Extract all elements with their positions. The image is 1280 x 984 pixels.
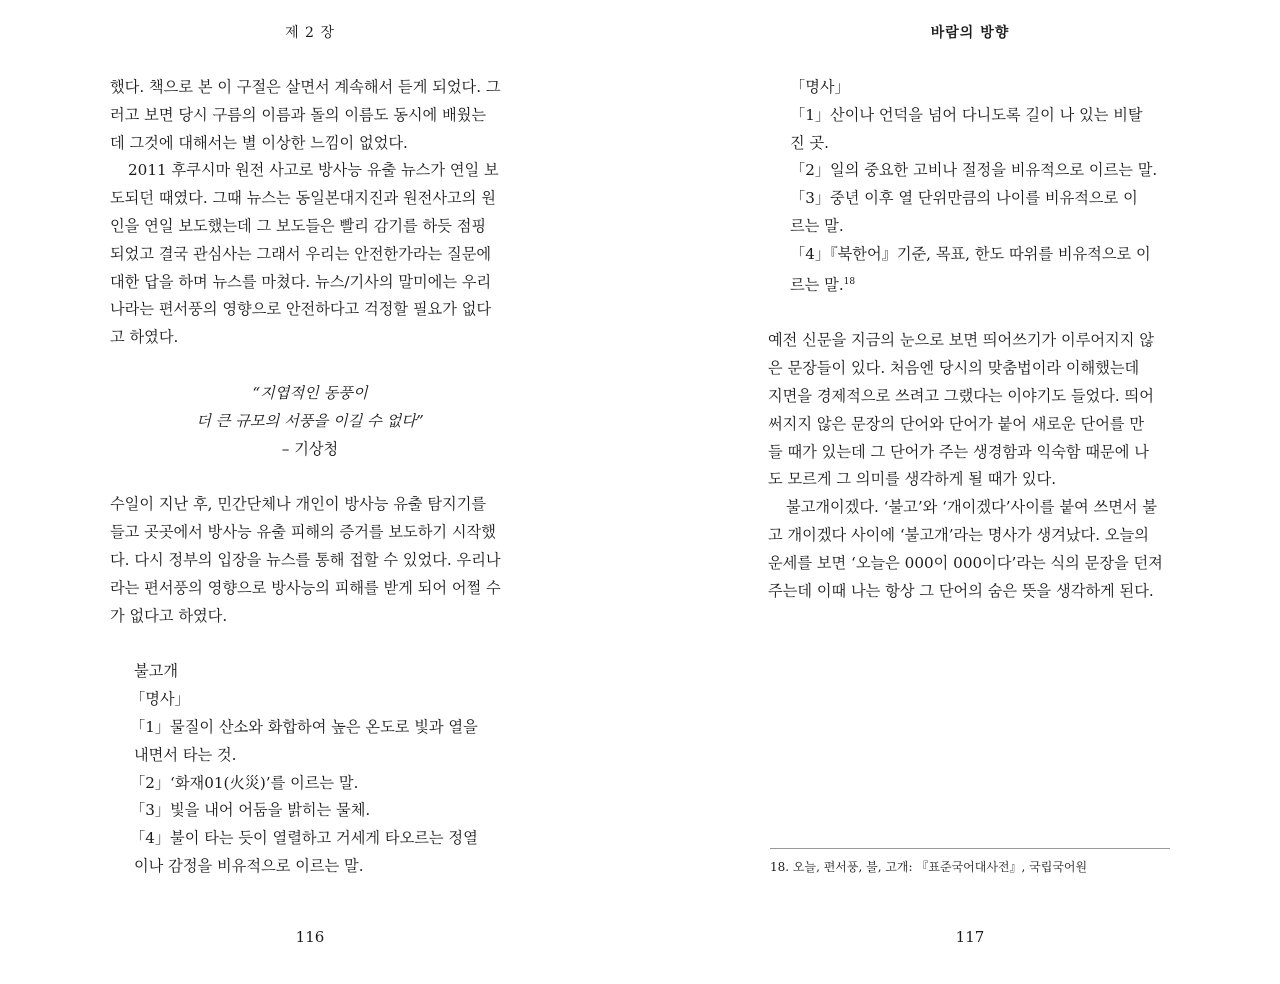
text-line: 다. 다시 정부의 입장을 뉴스를 통해 접할 수 있었다. 우리나 [110,550,501,569]
text-line: 불고개이겠다. ‘불고’와 ‘개이겠다’사이를 붙여 쓰면서 불 [786,498,1158,517]
block-quote [110,380,510,463]
text-line: 나라는 편서풍의 영향으로 안전하다고 걱정할 필요가 없다 [110,300,492,319]
dictionary-pos: 「명사」 [130,690,190,709]
definition-line: 내면서 타는 것. [134,745,237,764]
text-line: 러고 보면 당시 구름의 이름과 돌의 이름도 동시에 배웠는 [110,105,487,124]
left-page-number: 116 [295,928,325,946]
footnote-divider [770,848,1170,849]
definition-line: 진 곳. [790,133,829,152]
definition-line: 「4」『북한어』기준, 목표, 한도 따위를 비유적으로 이 [790,244,1151,263]
text-line: 들 때가 있는데 그 단어가 주는 생경함과 익숙함 때문에 나 [768,442,1149,461]
dictionary-headword: 불고개 [134,662,179,681]
definition-line: 「3」빛을 내어 어둠을 밝히는 물체. [130,801,371,820]
paragraph-2 [768,494,1170,605]
definition-line: 이나 감정을 비유적으로 이르는 말. [134,856,364,875]
quote-line: 더 큰 규모의 서풍을 이길 수 없다” [196,411,424,430]
footnote-reference: 18 [843,276,856,287]
definition-line: 르는 말. [790,216,844,235]
text-line: 대한 답을 하며 뉴스를 마쳤다. 뉴스/기사의 말미에는 우리 [110,272,492,291]
definition-line: 「2」일의 중요한 고비나 절정을 비유적으로 이르는 말. [790,161,1158,180]
dictionary-pos: 「명사」 [790,78,850,96]
quote-line: “지엽적인 동풍이 [252,383,368,402]
definition-line: 「4」불이 타는 듯이 열렬하고 거세게 타오르는 정열 [130,829,478,848]
paragraph-2 [110,157,510,352]
left-page-body [110,74,510,881]
definition-line: 「3」중년 이후 열 단위만큼의 나이를 비유적으로 이 [790,189,1138,208]
right-running-header: 바람의 방향 [930,25,1010,41]
definition-text: 르는 말. [790,275,844,294]
footnote: 18. 오늘, 편서풍, 불, 고개: 『표준국어대사전』, 국립국어원 [770,860,1088,874]
text-line: 데 그것에 대해서는 별 이상한 느낌이 없었다. [110,133,408,152]
text-line: 되었고 결국 관심사는 그래서 우리는 안전한가라는 질문에 [110,244,492,263]
definition-line-with-footnote [790,269,1170,300]
paragraph-3 [110,491,510,630]
dictionary-entry [110,658,510,880]
right-page-number: 117 [955,928,985,946]
text-line: 예전 신문을 지금의 눈으로 보면 띄어쓰기가 이루어지지 않 [768,331,1154,350]
definition-line: 「1」물질이 산소와 화합하여 높은 온도로 빛과 열을 [130,717,478,736]
text-line: 고 개이겠다 사이에 ‘불고개’라는 명사가 생겨났다. 오늘의 [768,526,1149,545]
text-line: 도되던 때였다. 그때 뉴스는 동일본대지진과 원전사고의 원 [110,189,496,208]
right-page [640,0,1280,984]
text-line: 인을 연일 보도했는데 그 보도들은 빨리 감기를 하듯 점핑 [110,216,487,235]
right-page-body [770,74,1170,605]
text-line: 수일이 지난 후, 민간단체나 개인이 방사능 유출 탐지기를 [110,495,487,514]
dictionary-entry-continued [770,74,1170,299]
definition-line: 「2」‘화재01(火災)’를 이르는 말. [130,773,359,792]
text-line: 써지지 않은 문장의 단어와 단어가 붙어 새로운 단어를 만 [768,414,1145,433]
left-running-header: 제 2 장 [285,25,335,41]
quote-source: – 기상청 [281,439,339,458]
text-line: 라는 편서풍의 영향으로 방사능의 피해를 받게 되어 어쩔 수 [110,578,501,597]
paragraph-1 [110,74,510,157]
text-line: 고 하였다. [110,328,179,347]
text-line: 가 없다고 하였다. [110,606,228,625]
text-line: 했다. 책으로 본 이 구절은 살면서 계속해서 듣게 되었다. 그 [110,78,501,96]
text-line: 주는데 이때 나는 항상 그 단어의 숨은 뜻을 생각하게 된다. [768,581,1154,600]
paragraph-1 [768,327,1170,494]
text-line: 들고 곳곳에서 방사능 유출 피해의 증거를 보도하기 시작했 [110,523,496,542]
text-line: 지면을 경제적으로 쓰려고 그랬다는 이야기도 들었다. 띄어 [768,387,1154,406]
text-line: 도 모르게 그 의미를 생각하게 될 때가 있다. [768,470,1057,489]
text-line: 은 문장들이 있다. 처음엔 당시의 맞춤법이라 이해했는데 [768,359,1140,378]
definition-line: 「1」산이나 언덕을 넘어 다니도록 길이 나 있는 비탈 [790,105,1143,124]
text-line: 2011 후쿠시마 원전 사고로 방사능 유출 뉴스가 연일 보 [128,161,499,180]
text-line: 운세를 보면 ‘오늘은 000이 000이다’라는 식의 문장을 던져 [768,553,1163,572]
